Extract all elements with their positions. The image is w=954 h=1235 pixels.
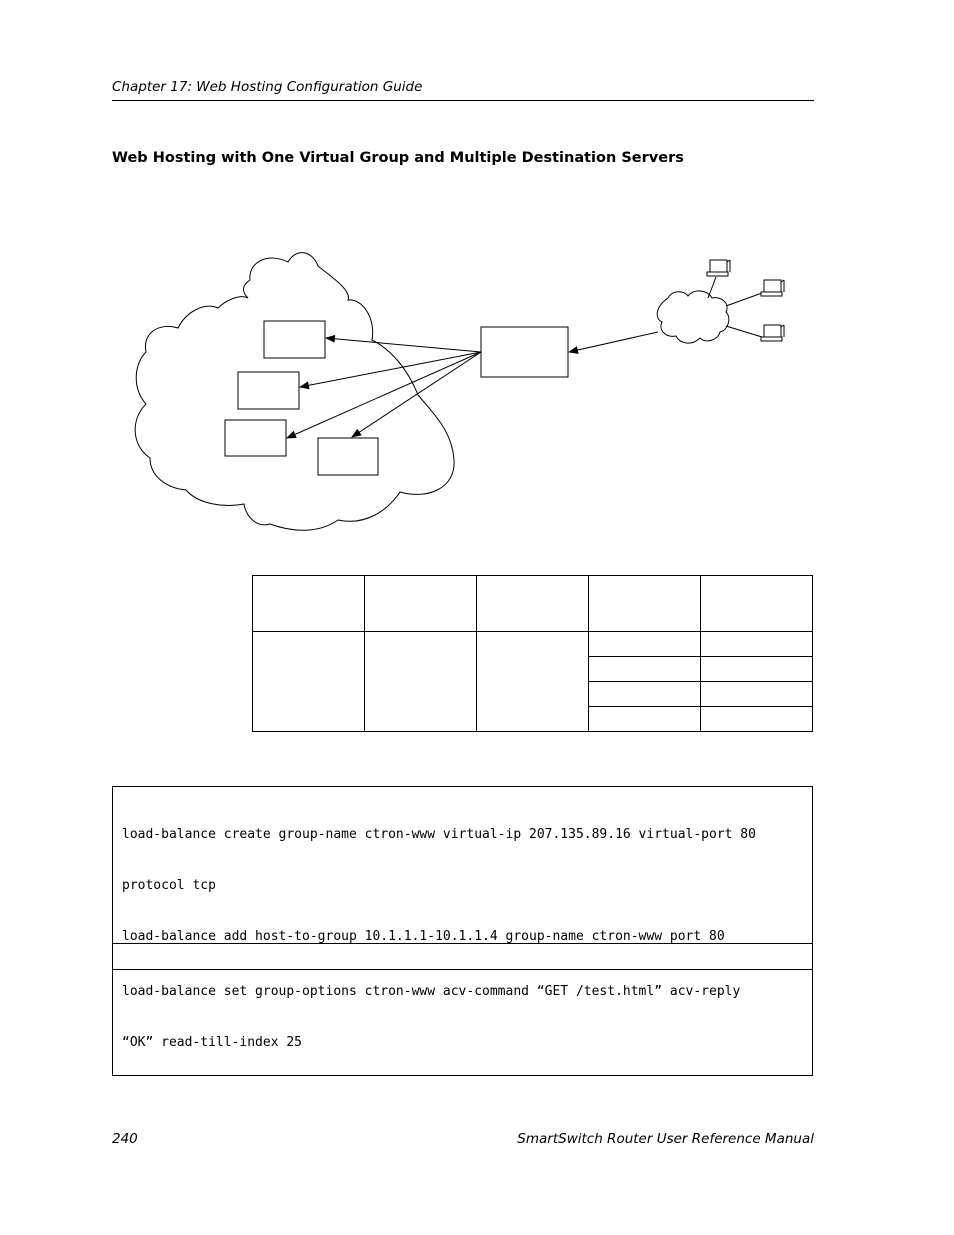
table-cell [701,632,813,657]
table-cell [589,707,701,732]
table-header-cell [253,576,365,632]
section-title: Web Hosting with One Virtual Group and Multiple Destination Servers [112,150,684,166]
code-line: “OK” read-till-index 25 [122,1035,303,1050]
table-cell [253,632,365,732]
chapter-header: Chapter 17: Web Hosting Configuration Guide [112,79,423,95]
arrow-to-server-3 [287,352,481,438]
client-link-1 [708,277,716,298]
computer-icon [707,260,730,276]
table-row [253,632,813,657]
code-line: load-balance set group-options ctron-www acv-command “GET /test.html” acv-reply [122,984,741,999]
computer-icon [761,280,784,296]
router-box [481,327,568,377]
network-diagram [0,0,954,560]
client-link-2 [726,293,762,306]
code-block-group-options [112,943,813,1076]
table-header-row [253,576,813,632]
server-box-3 [225,420,286,456]
client-link-3 [726,326,762,337]
server-box-2 [238,372,299,409]
table-header-cell [365,576,477,632]
code-line: load-balance create group-name ctron-www virtual-ip 207.135.89.16 virtual-port 80 [122,827,756,842]
table-cell [589,657,701,682]
table-header-cell [477,576,589,632]
manual-title: SmartSwitch Router User Reference Manual [517,1131,814,1147]
code-line: protocol tcp [122,878,216,893]
server-box-1 [264,321,325,358]
table-cell [701,682,813,707]
table-cell [589,682,701,707]
arrow-to-server-1 [326,338,481,352]
computer-icon [761,325,784,341]
table-cell [701,707,813,732]
code-line: load-balance add host-to-group 10.1.1.1-10.1.1.4 group-name ctron-www port 80 [122,929,725,944]
load-balance-config-table [252,575,813,732]
table-cell [701,657,813,682]
server-box-4 [318,438,378,475]
table-header-cell [589,576,701,632]
page-number: 240 [112,1131,138,1147]
table-cell [365,632,477,732]
table-cell [477,632,589,732]
internet-cloud-icon [657,291,729,343]
table-cell [589,632,701,657]
table-header-cell [701,576,813,632]
arrow-to-router [569,332,658,352]
